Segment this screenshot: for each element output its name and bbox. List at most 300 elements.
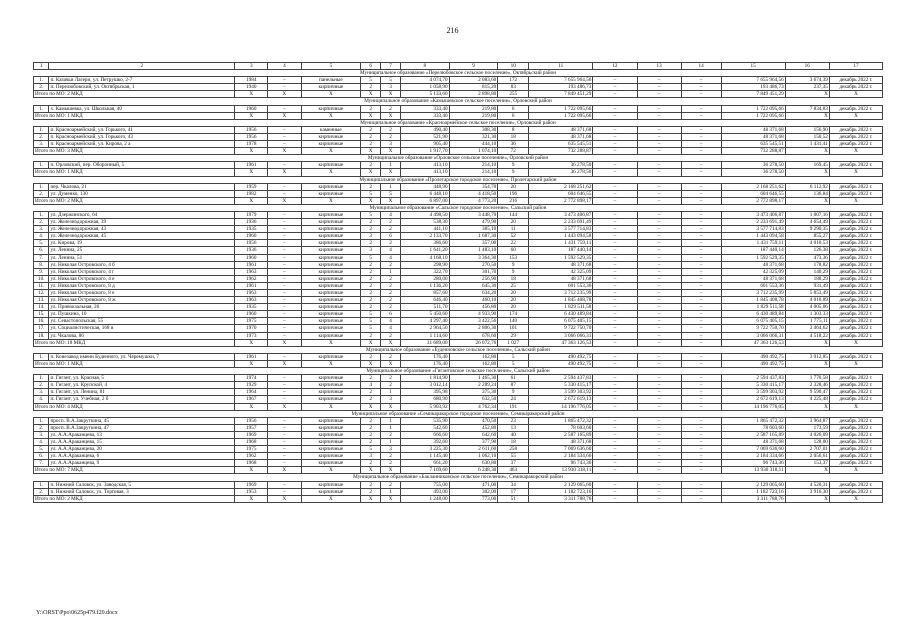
table-cell: – [637,297,681,304]
subtotal-cell: 6 248,30 [449,467,498,474]
table-cell: – [681,261,721,268]
table-cell: 4 933,90 [449,311,498,318]
column-number-cell: 12 [593,63,637,70]
table-cell: 2 594 437,83 [529,375,593,382]
address-cell: п. Конезавод имени Буденного, ул. Черемушки, 7 [49,353,235,360]
subtotal-cell: Х [381,91,401,98]
table-cell: 1982 [235,190,268,197]
table-cell: 150,52 [785,133,829,140]
table-cell: 2 [361,431,381,438]
table-cell: 1961 [235,162,268,169]
table-cell: – [637,282,681,289]
table-cell: 1 592 529,35 [721,254,785,261]
table-cell: кирпичные [301,211,361,218]
table-cell: 2 [361,460,381,467]
table-cell: 1960 [235,105,268,112]
table-cell: кирпичные [301,254,361,261]
table-cell: 1. [34,77,49,84]
table-cell: кирпичные [301,304,361,311]
subtotal-row [34,495,883,502]
municipality-section-row [34,98,883,105]
table-cell: кирпичные [301,481,361,488]
table-cell: – [637,226,681,233]
table-cell: 1 829 511,58 [721,304,785,311]
table-cell: – [681,382,721,389]
subtotal-cell: 7 169,60 [400,467,449,474]
table-cell: 333,40 [400,105,449,112]
table-cell: 905,40 [400,141,449,148]
column-number-cell: 16 [785,63,829,70]
table-cell: – [593,254,637,261]
table-cell: 3. [34,226,49,233]
table-cell: 3 [361,247,381,254]
table-cell: 2 184 334,66 [529,453,593,460]
table-cell: декабрь 2022 г. [829,268,882,275]
table-cell: 258 [498,446,529,453]
table-cell: – [268,133,301,140]
subtotal-cell: 36 278,50 [529,169,593,176]
table-cell: 1 182 723,16 [529,488,593,495]
table-row [34,211,883,218]
subtotal-cell: 9 [498,169,529,176]
table-cell: 1 722 095,66 [721,105,785,112]
table-cell: 2 [361,84,381,91]
table-cell: 87 [498,382,529,389]
subtotal-cell: – [637,360,681,367]
table-cell: – [681,431,721,438]
table-cell: 5 330 415,17 [529,382,593,389]
table-cell: – [681,190,721,197]
table-cell: – [681,353,721,360]
table-row [34,453,883,460]
table-cell: 1 [381,389,401,396]
table-cell: 2 [361,481,381,488]
table-cell: 5. [34,446,49,453]
address-cell: п. Нижний Саловск, ул. Торговая, 3 [49,488,235,495]
table-cell: 22 [498,240,529,247]
table-cell: 193 486,73 [529,84,593,91]
table-cell: 96 743,36 [529,460,593,467]
table-cell: 2 [361,389,381,396]
subtotal-cell: Х [235,339,268,346]
table-cell: – [268,318,301,325]
subtotal-label: Итого по МО: 1 МКД [34,360,235,367]
table-cell: – [268,190,301,197]
table-cell: – [593,290,637,297]
subtotal-cell: Х [785,339,829,346]
subtotal-cell: Х [268,403,301,410]
table-cell: 1 592 529,35 [529,254,593,261]
table-cell: 17 [498,488,529,495]
table-cell: – [593,84,637,91]
table-cell: 3 674,39 [785,77,829,84]
subtotal-row [34,339,883,346]
subtotal-cell: Х [301,339,361,346]
subtotal-label: Итого по МО: 7 МКД [34,467,235,474]
subtotal-cell: Х [381,339,401,346]
table-cell: 1935 [235,304,268,311]
table-row [34,382,883,389]
subtotal-cell: – [593,467,637,474]
table-cell: – [268,268,301,275]
table-cell: 162,80 [449,353,498,360]
subtotal-cell: Х [361,360,381,367]
table-row [34,353,883,360]
table-row [34,254,883,261]
municipality-section-title: Муниципальное образование «Пролетарское городское поселение», Пролетарский район [34,176,883,183]
address-cell: ул. А.А.Араканцева, 13 [49,431,235,438]
table-row [34,268,883,275]
subtotal-cell: Х [268,197,301,204]
table-cell: 7 655 964,56 [721,77,785,84]
table-row [34,261,883,268]
address-cell: ул. Николая Островского, 4 б [49,261,235,268]
table-cell: кирпичные [301,417,361,424]
subtotal-cell: Х [785,467,829,474]
address-cell: ул. Николая Островского, 8 е [49,290,235,297]
table-cell: – [268,219,301,226]
table-cell: 1 431,41 [785,141,829,148]
table-cell: – [681,488,721,495]
table-row [34,417,883,424]
table-cell: – [637,290,681,297]
table-cell: 2 964,50 [400,325,449,332]
table-cell: 37 [498,460,529,467]
table-cell: декабрь 2022 г. [829,488,882,495]
table-cell: 3 364,30 [449,254,498,261]
table-cell: 20 [498,290,529,297]
table-cell: 2 [361,290,381,297]
footer-file-path: Y:\ORST\Ppo\0625p479.f20.docx [36,610,118,616]
table-cell: 2. [34,190,49,197]
table-cell: 2 168 251,62 [721,183,785,190]
subtotal-cell: Х [235,148,268,155]
subtotal-cell: 5 903,92 [400,403,449,410]
municipality-section-row [34,346,883,353]
table-cell: 156,90 [785,126,829,133]
table-cell: 237,35 [785,84,829,91]
table-cell: 36 [498,141,529,148]
subtotal-cell: Х [785,360,829,367]
subtotal-cell: 72 [498,148,529,155]
table-cell: 5 [361,318,381,325]
table-cell: 18 [498,438,529,445]
table-cell: декабрь 2022 г. [829,304,882,311]
subtotal-cell: 490 492,75 [721,360,785,367]
table-cell: декабрь 2022 г. [829,481,882,488]
subtotal-cell: Х [381,495,401,502]
municipality-section-title: Муниципальное образование «Камышевское сельское поселение», Орловский район [34,98,883,105]
table-cell: 2 [361,126,381,133]
table-cell: 169,45 [785,162,829,169]
table-cell: 196 [498,190,529,197]
subtotal-cell: Х [785,148,829,155]
table-cell: декабрь 2022 г. [829,353,882,360]
subtotal-cell: – [593,495,637,502]
municipality-section-title: Муниципальное образование «Красноармейское сельское поселение», Орловский район [34,119,883,126]
table-cell: – [593,261,637,268]
table-cell: 3 [381,396,401,403]
table-cell: – [593,275,637,282]
table-cell: 6. [34,247,49,254]
table-cell: – [593,268,637,275]
table-cell: кирпичные [301,190,361,197]
table-cell: 2 129 065,60 [529,481,593,488]
subtotal-cell: – [637,467,681,474]
subtotal-cell: Х [268,360,301,367]
table-cell: 3 [361,453,381,460]
table-cell: 3. [34,389,49,396]
municipality-section-row [34,70,883,77]
table-row [34,105,883,112]
municipality-section-row [34,474,883,481]
table-cell: – [681,446,721,453]
table-cell: 214,10 [449,162,498,169]
address-cell: п. Перелюбовский, ул. Октябрьская, 1 [49,84,235,91]
table-cell: 42 325,09 [721,268,785,275]
table-cell: 375,30 [449,389,498,396]
table-cell: 645,30 [449,282,498,289]
table-cell: 2 [361,332,381,339]
subtotal-cell: Х [785,197,829,204]
table-cell: – [681,282,721,289]
table-row [34,297,883,304]
table-cell: 680,90 [400,396,449,403]
table-cell: 18. [34,332,49,339]
table-cell: – [593,297,637,304]
table-cell: декабрь 2022 г. [829,282,882,289]
municipality-section-row [34,368,883,375]
table-cell: 1935 [235,226,268,233]
table-cell: 29 [498,332,529,339]
table-cell: 6. [34,453,49,460]
table-cell: 1940 [235,84,268,91]
table-cell: 1960 [235,233,268,240]
table-cell: 456,80 [449,304,498,311]
table-cell: 1 145,40 [400,453,449,460]
table-cell: 1 062,10 [449,453,498,460]
table-cell: 2 [361,162,381,169]
table-cell: 23 [498,417,529,424]
table-cell: – [681,77,721,84]
table-cell: – [593,247,637,254]
table-cell: 4 [381,325,401,332]
table-row [34,275,883,282]
table-cell: 5 [361,77,381,84]
table-cell: – [681,226,721,233]
table-cell: 4 [381,247,401,254]
table-cell: декабрь 2022 г. [829,396,882,403]
table-cell: 2 [361,141,381,148]
column-number-cell: 7 [381,63,401,70]
table-cell: 635 545,51 [721,141,785,148]
table-cell: 101 [498,325,529,332]
address-cell: ул. Социалистическая, 168 в [49,325,235,332]
address-cell: ул. Железнодорожная, 39 [49,219,235,226]
table-cell: 3 225,30 [400,446,449,453]
table-cell: – [268,382,301,389]
column-number-cell: 9 [449,63,498,70]
table-cell: 25 [498,282,529,289]
table-cell: 1959 [235,183,268,190]
table-cell: – [637,84,681,91]
table-cell: 460,10 [449,297,498,304]
table-cell: – [681,162,721,169]
subtotal-cell: Х [235,467,268,474]
subtotal-cell: Х [361,112,381,119]
subtotal-cell: – [593,112,637,119]
table-cell: декабрь 2022 г. [829,382,882,389]
table-cell: – [268,77,301,84]
subtotal-row [34,467,883,474]
table-cell: 256,90 [449,275,498,282]
table-cell: – [637,240,681,247]
table-cell: 2. [34,133,49,140]
table-cell: – [637,424,681,431]
table-cell: 3 577 714,83 [529,226,593,233]
table-cell: – [268,446,301,453]
table-cell: 2 [361,183,381,190]
table-cell: – [637,438,681,445]
address-cell: ул. Николая Островского, 4 е [49,275,235,282]
subtotal-cell: 463 [498,467,529,474]
column-number-cell: 13 [637,63,681,70]
table-cell: 17. [34,325,49,332]
table-cell: – [593,311,637,318]
table-cell: 2 [361,219,381,226]
table-cell: – [637,219,681,226]
table-cell: 128,00 [785,438,829,445]
table-cell: – [681,126,721,133]
table-cell: 2 672 619,13 [721,396,785,403]
table-cell: 5 [381,77,401,84]
table-cell: – [268,304,301,311]
table-cell: 6 075 405,15 [529,318,593,325]
table-cell: 1 865 472,32 [721,417,785,424]
table-cell: – [593,211,637,218]
table-cell: 48 371,68 [529,133,593,140]
table-row [34,226,883,233]
table-cell: – [681,254,721,261]
table-cell: – [637,318,681,325]
table-cell: – [637,353,681,360]
subtotal-cell: – [593,169,637,176]
subtotal-cell: Х [268,112,301,119]
table-cell: – [681,311,721,318]
subtotal-cell: 732 288,87 [529,148,593,155]
table-cell: – [637,481,681,488]
subtotal-cell: 51 [498,495,529,502]
table-cell: – [637,105,681,112]
subtotal-cell: Х [829,148,882,155]
table-cell: – [593,126,637,133]
subtotal-cell: – [637,112,681,119]
table-cell: 2 587 165,89 [529,431,593,438]
table-cell: – [681,375,721,382]
subtotal-cell: Х [381,148,401,155]
subtotal-cell: Х [235,169,268,176]
subtotal-cell: 176,40 [400,360,449,367]
table-cell: 3 066 066,31 [529,332,593,339]
table-cell: 1953 [235,488,268,495]
table-cell: 642,60 [449,431,498,438]
table-cell: 1963 [235,297,268,304]
subtotal-cell: Х [381,112,401,119]
subtotal-cell: Х [829,495,882,502]
table-cell: – [268,375,301,382]
table-cell: – [593,396,637,403]
table-cell: 11. [34,282,49,289]
table-cell: – [593,141,637,148]
table-cell: 1. [34,183,49,190]
table-cell: 1 465,30 [449,375,498,382]
table-cell: декабрь 2022 г. [829,247,882,254]
table-cell: – [593,488,637,495]
subtotal-cell: 490 492,75 [529,360,593,367]
subtotal-cell: Х [829,91,882,98]
table-cell: 2 [381,304,401,311]
table-cell: 1 845 408,78 [721,297,785,304]
table-cell: 2 [361,297,381,304]
table-cell: кирпичные [301,226,361,233]
table-cell: – [593,304,637,311]
table-cell: 9 [498,162,529,169]
table-cell: 140,29 [785,268,829,275]
table-cell: – [593,77,637,84]
table-row [34,460,883,467]
table-cell: 2 594 437,83 [721,375,785,382]
table-cell: 2 [381,431,401,438]
table-cell: 1957 [235,424,268,431]
table-cell: 6 075 405,15 [721,318,785,325]
table-cell: декабрь 2022 г. [829,275,882,282]
table-cell: – [681,389,721,396]
table-cell: – [268,424,301,431]
table-cell: декабрь 2022 г. [829,254,882,261]
subtotal-cell: 6 [498,112,529,119]
table-cell: 6 [381,233,401,240]
table-cell: – [637,382,681,389]
table-cell: 5 853,49 [785,290,829,297]
table-cell: 5 [361,254,381,261]
table-cell: декабрь 2022 г. [829,240,882,247]
table-row [34,282,883,289]
table-cell: 9 [498,389,529,396]
table-row [34,424,883,431]
table-cell: 2 [381,332,401,339]
address-cell: п. Гигант, ул. Учебная, 2 б [49,396,235,403]
table-cell: декабрь 2022 г. [829,190,882,197]
table-cell: 2 083,60 [449,77,498,84]
table-cell: кирпичные [301,396,361,403]
table-cell: кирпичные [301,219,361,226]
table-cell: 9 722 750,70 [529,325,593,332]
table-cell: 1975 [235,318,268,325]
subtotal-cell: 2 772 898,17 [529,197,593,204]
subtotal-cell: 3 311 788,76 [721,495,785,502]
table-cell: – [268,105,301,112]
subtotal-cell: 1 722 095,66 [529,112,593,119]
table-cell: 855,27 [785,233,829,240]
table-cell: 4. [34,438,49,445]
table-cell: 48 371,68 [529,275,593,282]
table-cell: 187 440,14 [529,247,593,254]
table-cell: – [268,247,301,254]
subtotal-cell: Х [235,91,268,98]
address-cell: ул. А.А.Араканцева, 9 [49,460,235,467]
subtotal-cell: – [637,339,681,346]
table-cell: 96 743,36 [721,460,785,467]
